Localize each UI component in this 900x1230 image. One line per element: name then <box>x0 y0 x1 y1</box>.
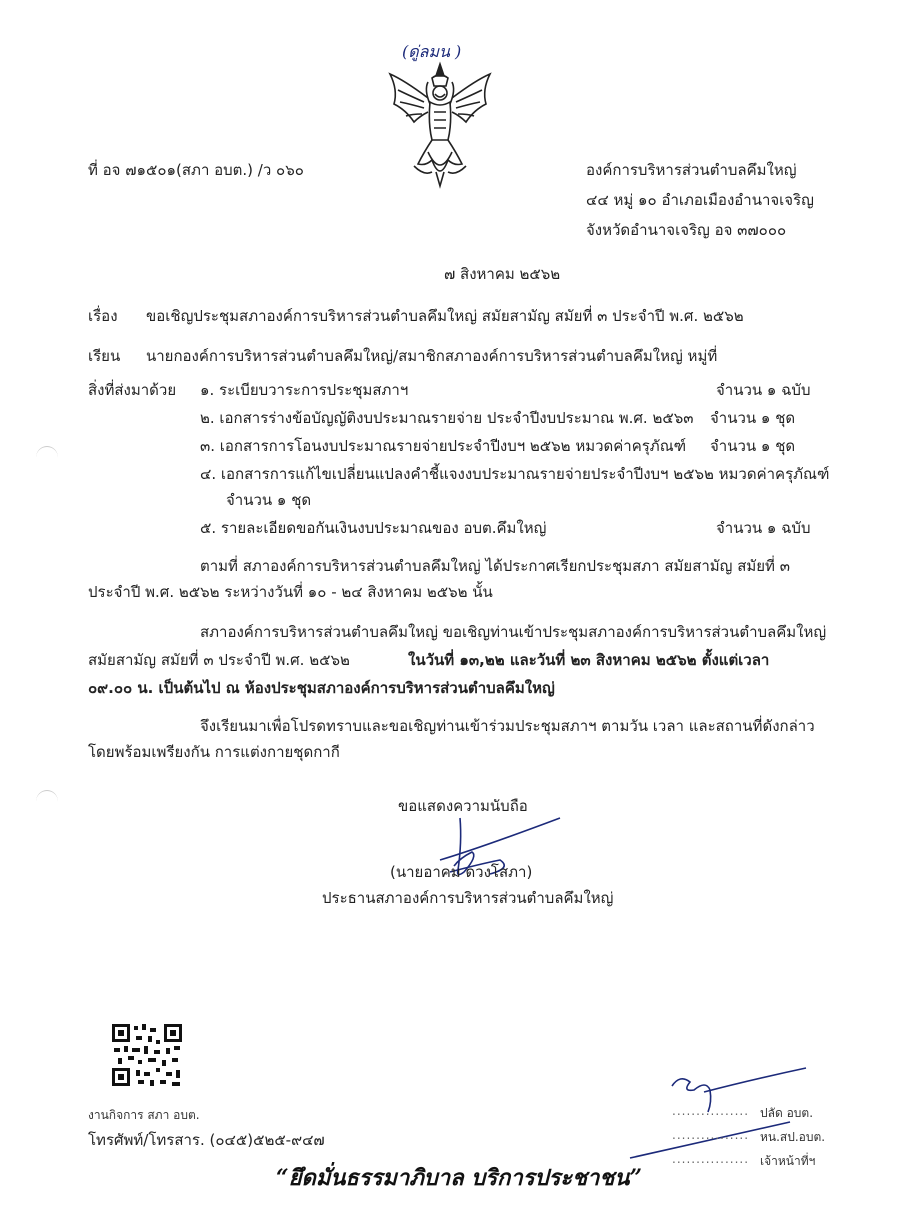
reference-number: ที่ อจ ๗๑๕๐๑(สภา อบต.) /ว ๐๖๐ <box>88 161 304 179</box>
subject-label: เรื่อง <box>88 307 118 325</box>
body-paragraph-1-cont: ประจำปี พ.ศ. ๒๕๖๒ ระหว่างวันที่ ๑๐ - ๒๔ สิงหาคม ๒๕๖๒ นั้น <box>88 583 493 601</box>
approval-dots: ................ <box>672 1152 750 1166</box>
garuda-emblem-icon <box>384 60 496 188</box>
enclosure-qty: จำนวน ๑ ชุด <box>710 437 796 455</box>
punch-hole-mark <box>36 446 58 469</box>
enclosure-qty: จำนวน ๑ ชุด <box>710 409 796 427</box>
qr-code-icon <box>110 1022 184 1088</box>
approval-officer: เจ้าหน้าที่ฯ <box>760 1154 816 1168</box>
subject-text: ขอเชิญประชุมสภาองค์การบริหารส่วนตำบลคึมใหญ่ สมัยสามัญ สมัยที่ ๓ ประจำปี พ.ศ. ๒๕๖๒ <box>146 307 744 325</box>
meeting-dates: ในวันที่ ๑๓,๒๒ และวันที่ ๒๓ สิงหาคม ๒๕๖๒ ตั้งแต่เวลา <box>408 651 770 669</box>
enclosure-qty: จำนวน ๑ ฉบับ <box>716 381 811 399</box>
approval-chief: ปลัด อบต. <box>760 1106 814 1120</box>
signatory-name: (นายอาคม ดวงโสภา) <box>390 863 533 881</box>
department: งานกิจการ สภา อบต. <box>88 1108 200 1122</box>
enclosure-item-continued: จำนวน ๑ ชุด <box>226 491 312 509</box>
handwritten-note: (ดู่ลมน ) <box>402 42 462 61</box>
approval-dots: ................ <box>672 1128 750 1142</box>
enclosure-item: ๓. เอกสารการโอนงบประมาณรายจ่ายประจำปีงบฯ ๒๕๖๒ หมวดค่าครุภัณฑ์ <box>200 437 687 455</box>
phone-fax: โทรศัพท์/โทรสาร. (๐๔๕)๕๒๕-๙๔๗ <box>88 1131 325 1149</box>
org-name: องค์การบริหารส่วนตำบลคึมใหญ่ <box>586 161 797 179</box>
enclosures-label: สิ่งที่ส่งมาด้วย <box>88 381 177 399</box>
body-paragraph-3: จึงเรียนมาเพื่อโปรดทราบและขอเชิญท่านเข้าร่วมประชุมสภาฯ ตามวัน เวลา และสถานที่ดังกล่าว <box>200 717 815 735</box>
recipient-text: นายกองค์การบริหารส่วนตำบลคึมใหญ่/สมาชิกสภาองค์การบริหารส่วนตำบลคึมใหญ่ หมู่ที่ <box>146 347 718 365</box>
closing: ขอแสดงความนับถือ <box>398 797 528 815</box>
org-province-line: จังหวัดอำนาจเจริญ อจ ๓๗๐๐๐ <box>586 221 787 239</box>
enclosure-item: ๕. รายละเอียดขอกันเงินงบประมาณของ อบต.คึมใหญ่ <box>200 519 547 537</box>
body-paragraph-1: ตามที่ สภาองค์การบริหารส่วนตำบลคึมใหญ่ ได้ประกาศเรียกประชุมสภา สมัยสามัญ สมัยที่ ๓ <box>200 557 790 575</box>
body-paragraph-2: สภาองค์การบริหารส่วนตำบลคึมใหญ่ ขอเชิญท่านเข้าประชุมสภาองค์การบริหารส่วนตำบลคึมใหญ่ <box>200 623 827 641</box>
slogan: “ยึดมั่นธรรมาภิบาล บริการประชาชน” <box>276 1165 643 1191</box>
punch-hole-mark <box>36 790 58 813</box>
recipient-label: เรียน <box>88 347 121 365</box>
body-paragraph-2-cont: สมัยสามัญ สมัยที่ ๓ ประจำปี พ.ศ. ๒๕๖๒ <box>88 651 350 669</box>
approval-dots: ................ <box>672 1104 750 1118</box>
approval-head: หน.สป.อบต. <box>760 1130 826 1144</box>
enclosure-item: ๒. เอกสารร่างข้อบัญญัติงบประมาณรายจ่าย ประจำปีงบประมาณ พ.ศ. ๒๕๖๓ <box>200 409 694 427</box>
meeting-time-place: ๐๙.๐๐ น. เป็นต้นไป ณ ห้องประชุมสภาองค์การบริหารส่วนตำบลคึมใหญ่ <box>88 679 555 697</box>
org-address-line: ๔๔ หมู่ ๑๐ อำเภอเมืองอำนาจเจริญ <box>586 191 814 209</box>
enclosure-qty: จำนวน ๑ ฉบับ <box>716 519 811 537</box>
enclosure-item: ๑. ระเบียบวาระการประชุมสภาฯ <box>200 381 409 399</box>
body-paragraph-3-cont: โดยพร้อมเพรียงกัน การแต่งกายชุดกากี <box>88 743 340 761</box>
enclosure-item: ๔. เอกสารการแก้ไขเปลี่ยนแปลงคำชี้แจงงบประมาณรายจ่ายประจำปีงบฯ ๒๕๖๒ หมวดค่าครุภัณฑ์ <box>200 465 830 483</box>
signatory-position: ประธานสภาองค์การบริหารส่วนตำบลคึมใหญ่ <box>322 889 614 907</box>
letter-date: ๗ สิงหาคม ๒๕๖๒ <box>444 265 561 283</box>
